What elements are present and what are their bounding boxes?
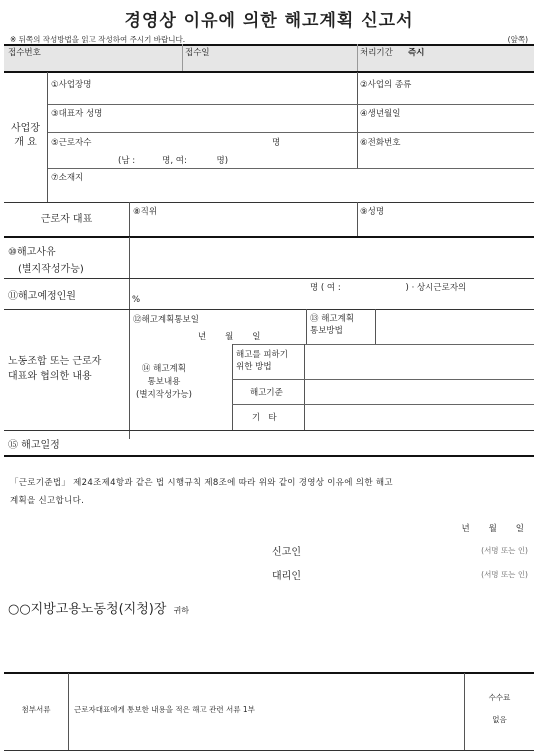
notice-content-label: ⑭ 해고계획 통보내용 (별지작성가능) bbox=[136, 364, 192, 400]
agent-sign-note[interactable]: (서명 또는 인) bbox=[481, 570, 528, 579]
representative-name-label[interactable]: ③대표자 성명 bbox=[51, 109, 103, 119]
dismissal-reason-label: ⑩해고사유 bbox=[8, 247, 56, 258]
attachments-content: 근로자대표에게 통보한 내용을 적은 해고 관련 서류 1부 bbox=[74, 705, 255, 714]
declaration-date[interactable]: 년 월 일 bbox=[461, 524, 524, 534]
address-label[interactable]: ⑦소재지 bbox=[51, 173, 84, 183]
declaration-text: 「근로기준법」 제24조제4항과 같은 법 시행규칙 제8조에 따라 위와 같이 경영상 이유에 의한 해고 계획을 신고합니다. bbox=[10, 478, 393, 506]
workplace-left-divider bbox=[47, 72, 48, 202]
dismissal-criteria-field[interactable] bbox=[305, 380, 534, 404]
workplace-line-1 bbox=[48, 104, 534, 105]
receipt-row-bg bbox=[4, 44, 534, 71]
dismissal-reason-sub: (별지작성가능) bbox=[18, 264, 84, 275]
worker-rep-label: 근로자 대표 bbox=[40, 214, 93, 225]
worker-count-label[interactable]: ⑤근로자수 bbox=[51, 138, 92, 148]
reason-bottom-border bbox=[4, 278, 534, 279]
receipt-number-label: 접수번호 bbox=[8, 48, 41, 58]
schedule-bottom-border bbox=[4, 455, 534, 457]
instruction-note: ※ 뒤쪽의 작성방법을 읽고 작성하여 주시기 바랍니다. bbox=[10, 35, 186, 44]
worker-gender-breakdown[interactable]: (남 : 명, 여: 명) bbox=[118, 156, 229, 166]
reporter-label: 신고인 bbox=[272, 547, 301, 558]
dismissal-criteria-label: 해고기준 bbox=[250, 388, 283, 398]
document-title: 경영상 이유에 의한 해고계획 신고서 bbox=[124, 11, 414, 31]
receipt-divider-2 bbox=[357, 44, 358, 71]
processing-period-label: 처리기간 bbox=[360, 48, 393, 58]
notice-date-value[interactable]: 년 월 일 bbox=[198, 332, 261, 342]
addressee-line bbox=[8, 598, 189, 617]
notice-date-label: ⑫해고계획통보일 bbox=[133, 315, 199, 325]
attachments-bottom-border bbox=[4, 750, 534, 751]
worker-rep-name-label[interactable]: ⑨성명 bbox=[360, 207, 385, 217]
reporter-sign-note[interactable]: (서명 또는 인) bbox=[481, 546, 528, 555]
birth-date-label[interactable]: ④생년월일 bbox=[360, 109, 401, 119]
dismissal-schedule-label: ⑮ 해고일정 bbox=[8, 440, 60, 451]
receipt-date-label: 접수일 bbox=[185, 48, 210, 58]
attachments-divider-2 bbox=[464, 673, 465, 750]
page-side-label: (앞쪽) bbox=[507, 35, 528, 44]
receipt-top-border bbox=[4, 44, 534, 46]
workplace-bottom-border bbox=[4, 202, 534, 203]
phone-number-label[interactable]: ⑥전화번호 bbox=[360, 138, 401, 148]
notice-content-divider bbox=[232, 344, 233, 430]
fee-label: 수수료 bbox=[488, 693, 511, 702]
addressee-name: ○○지방고용노동청(지청)장 bbox=[8, 602, 167, 617]
planned-count-label: ⑪해고예정인원 bbox=[8, 291, 76, 302]
dismissal-schedule-field[interactable] bbox=[130, 431, 534, 455]
avoidance-method-field[interactable] bbox=[305, 345, 534, 378]
fee-value: 없음 bbox=[492, 715, 507, 724]
notice-method-label: ⑬ 해고계획 통보방법 bbox=[310, 314, 355, 336]
other-field[interactable] bbox=[305, 405, 534, 429]
agent-label: 대리인 bbox=[272, 571, 301, 582]
business-type-label[interactable]: ②사업의 종류 bbox=[360, 80, 412, 90]
worker-rep-divider-2 bbox=[357, 202, 358, 236]
workplace-section-label: 사업장 개 요 bbox=[11, 123, 40, 148]
receipt-bottom-border bbox=[4, 71, 534, 73]
notice-date-divider bbox=[306, 309, 307, 344]
workplace-line-2 bbox=[48, 132, 534, 133]
dismissal-reason-field[interactable] bbox=[130, 237, 534, 278]
worker-rep-position-label[interactable]: ⑧직위 bbox=[133, 207, 158, 217]
workplace-line-3 bbox=[48, 168, 534, 169]
business-name-label[interactable]: ①사업장명 bbox=[51, 80, 92, 90]
addressee-suffix: 귀하 bbox=[173, 606, 190, 615]
worker-rep-divider-1 bbox=[129, 202, 130, 236]
processing-period-value: 즉시 bbox=[408, 48, 425, 58]
planned-count-line1[interactable]: 명 ( 여 : ) · 상시근로자의 bbox=[310, 283, 467, 293]
other-label: 기 타 bbox=[252, 413, 277, 423]
receipt-divider-1 bbox=[182, 44, 183, 71]
attachments-label: 첨부서류 bbox=[21, 705, 51, 714]
worker-count-unit: 명 bbox=[272, 138, 281, 148]
attachments-top-border bbox=[4, 672, 534, 674]
notice-method-field[interactable] bbox=[376, 310, 534, 344]
consultation-label: 노동조합 또는 근로자 대표와 협의한 내용 bbox=[8, 356, 102, 382]
workplace-mid-divider bbox=[357, 72, 358, 168]
avoidance-method-label: 해고를 피하기 위한 방법 bbox=[236, 350, 288, 372]
attachments-divider-1 bbox=[68, 673, 69, 750]
planned-count-percent[interactable]: % bbox=[132, 295, 141, 305]
